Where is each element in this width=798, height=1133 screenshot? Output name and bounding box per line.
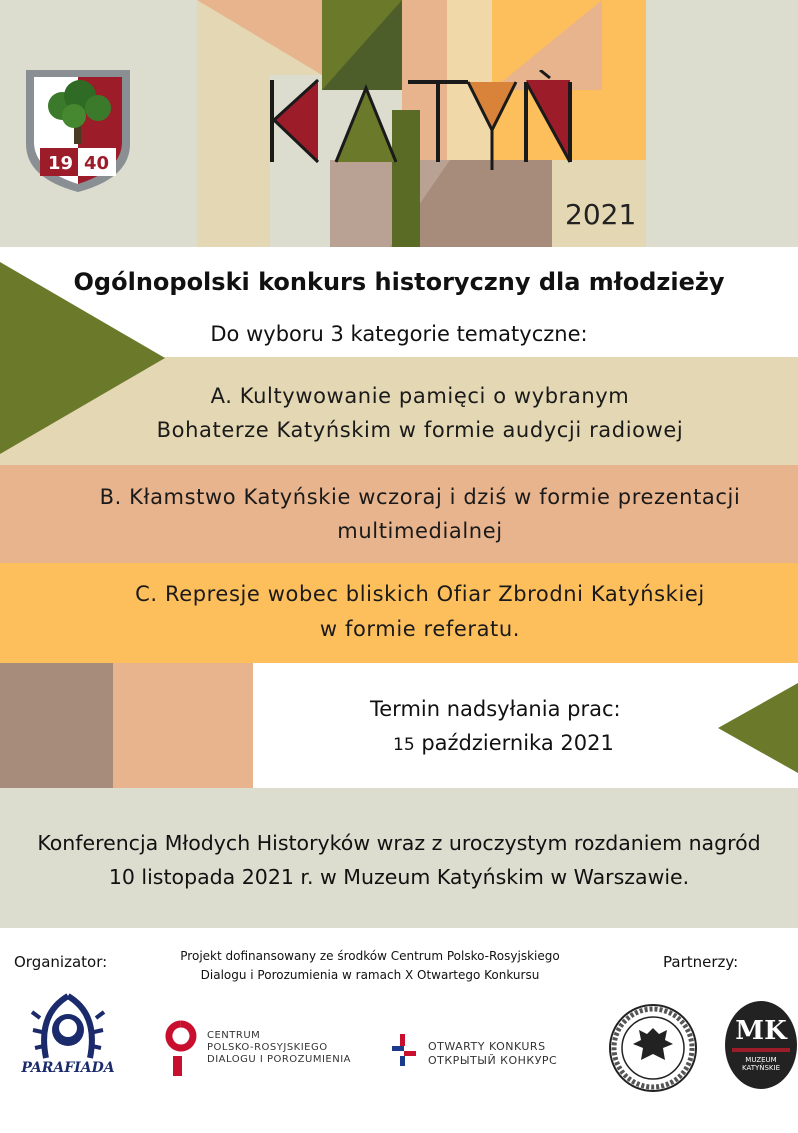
open-contest-line1: OTWARTY KONKURS [428, 1040, 546, 1053]
category-b-line2: multimedialnej [337, 519, 503, 543]
open-contest-logo [390, 1032, 570, 1072]
right-olive-triangle [718, 683, 798, 773]
centrum-line1: CENTRUM [207, 1030, 261, 1041]
emblem-year-right: 40 [84, 153, 110, 174]
category-c-line1: C. Represje wobec bliskich Ofiar Zbrodni Katyńskiej [135, 582, 705, 606]
centrum-logo-text [207, 1030, 351, 1066]
category-a-line1: A. Kultywowanie pamięci o wybranym [210, 384, 630, 408]
ipn-seal-logo [607, 1002, 699, 1094]
centrum-line3: DIALOGU I POROZUMIENIA [207, 1054, 352, 1065]
centrum-logo-mark [163, 1020, 199, 1078]
conference-info [0, 826, 798, 894]
organizer-label: Organizator: [14, 953, 108, 971]
category-a-line2: Bohaterze Katyńskim w formie audycji radiowej [156, 418, 684, 442]
funding-line2: Dialogu i Porozumienia w ramach X Otwartego Konkursu [200, 968, 540, 982]
katyn-1940-shield-emblem [22, 66, 134, 194]
category-b-line1: B. Kłamstwo Katyńskie wczoraj i dziś w formie prezentacji [99, 485, 741, 509]
open-contest-mark [390, 1032, 418, 1068]
category-c-line2: w formie referatu. [319, 617, 521, 641]
open-contest-line2: ОТКРЫТЫЙ КОНКУРС [428, 1054, 558, 1067]
funding-note [160, 947, 580, 985]
centrum-line2: POLSKO-ROSYJSKIEGO [207, 1042, 328, 1053]
header-banner [0, 0, 798, 247]
parafiada-wordmark: PARAFIADA [21, 1060, 115, 1076]
categories-intro: Do wyboru 3 kategorie tematyczne: [210, 322, 588, 346]
funding-line1: Projekt dofinansowany ze środków Centrum Polsko-Rosyjskiego [180, 949, 560, 963]
deadline-day: 15 [393, 735, 415, 755]
deadline-block-taupe [0, 663, 113, 788]
parafiada-logo [18, 988, 118, 1088]
conference-line1: Konferencja Młodych Historyków wraz z uroczystym rozdaniem nagród [37, 831, 761, 855]
conference-line2: 10 listopada 2021 r. w Muzeum Katyńskim w Warszawie. [108, 865, 690, 889]
emblem-year-left: 19 [48, 153, 74, 174]
edition-year: 2021 [565, 198, 637, 231]
deadline-date [393, 731, 614, 755]
muzeum-katynskie-logo [724, 1000, 798, 1090]
contest-title: Ogólnopolski konkurs historyczny dla młodzieży [73, 268, 725, 296]
category-b-band [0, 465, 798, 563]
mk-subtitle: MUZEUM KATYŃSKIE [741, 1056, 781, 1072]
deadline-label: Termin nadsyłania prac: [370, 697, 621, 721]
open-contest-text [428, 1040, 557, 1068]
deadline-block-peach [113, 663, 253, 788]
category-c-band [0, 563, 798, 663]
centrum-dialogue-logo [163, 1020, 363, 1080]
katyn-logo-lettering [258, 70, 588, 170]
mk-monogram: MK [735, 1016, 787, 1046]
partners-label: Partnerzy: [663, 953, 739, 971]
deadline-month-year: października 2021 [414, 731, 614, 755]
